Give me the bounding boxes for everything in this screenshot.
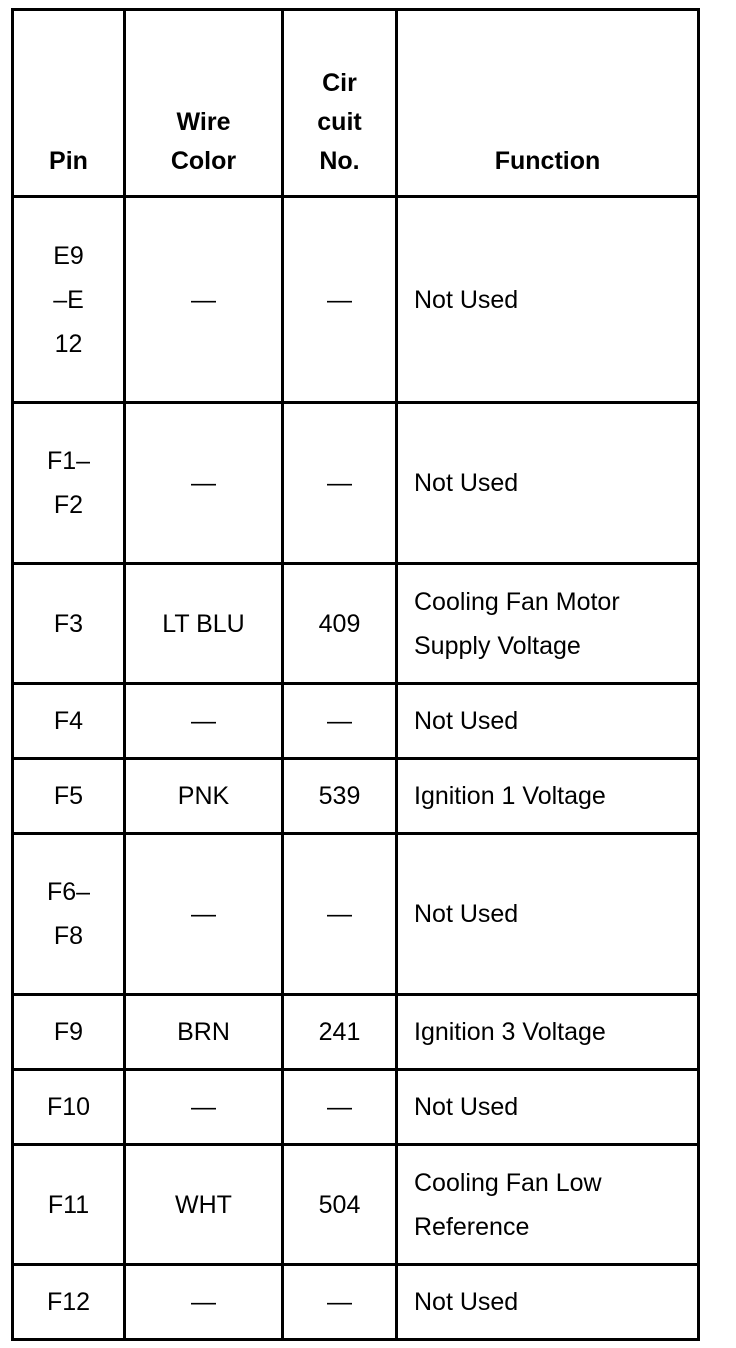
wire-color-cell: — bbox=[125, 834, 283, 995]
wire-color-cell: — bbox=[125, 403, 283, 564]
pin-cell bbox=[13, 1265, 125, 1340]
header-pin: Pin bbox=[13, 10, 125, 197]
table-row bbox=[13, 1145, 699, 1265]
circuit-number-cell: — bbox=[283, 403, 397, 564]
table-row bbox=[13, 403, 699, 564]
table-row bbox=[13, 995, 699, 1070]
table-row bbox=[13, 1070, 699, 1145]
circuit-number-cell: 539 bbox=[283, 759, 397, 834]
connector-pin-table bbox=[11, 8, 700, 1341]
function-cell: Not Used bbox=[397, 197, 699, 403]
wire-color-cell: PNK bbox=[125, 759, 283, 834]
circuit-number-cell: 241 bbox=[283, 995, 397, 1070]
pin-text: F12 bbox=[46, 1288, 91, 1316]
function-cell: Ignition 3 Voltage bbox=[397, 995, 699, 1070]
wire-color-cell: — bbox=[125, 197, 283, 403]
function-cell: Cooling Fan Motor Supply Voltage bbox=[397, 564, 699, 684]
circuit-number-cell: — bbox=[283, 834, 397, 995]
circuit-number-cell: — bbox=[283, 1265, 397, 1340]
table-row bbox=[13, 197, 699, 403]
function-cell: Not Used bbox=[397, 1070, 699, 1145]
pin-text: F9 bbox=[53, 1018, 84, 1046]
pin-text: F11 bbox=[47, 1190, 90, 1219]
table-row bbox=[13, 759, 699, 834]
pin-cell bbox=[13, 684, 125, 759]
wire-color-cell: LT BLU bbox=[125, 564, 283, 684]
wire-color-cell: — bbox=[125, 684, 283, 759]
pin-cell bbox=[13, 564, 125, 684]
function-cell: Cooling Fan Low Reference bbox=[397, 1145, 699, 1265]
header-function: Function bbox=[397, 10, 699, 197]
function-cell: Not Used bbox=[397, 1265, 699, 1340]
wire-color-cell: WHT bbox=[125, 1145, 283, 1265]
pin-text: F1– bbox=[46, 447, 91, 475]
table-row bbox=[13, 564, 699, 684]
header-circuit-no: Cir cuit No. bbox=[283, 10, 397, 197]
circuit-number-cell: — bbox=[283, 684, 397, 759]
function-cell: Not Used bbox=[397, 403, 699, 564]
pin-text: F2 bbox=[53, 491, 84, 519]
pin-text: –E bbox=[53, 285, 84, 314]
pin-text: F5 bbox=[53, 782, 84, 810]
wire-color-cell: — bbox=[125, 1265, 283, 1340]
header-row bbox=[13, 10, 699, 197]
pin-cell bbox=[13, 834, 125, 995]
circuit-number-cell: 504 bbox=[283, 1145, 397, 1265]
pin-cell bbox=[13, 1145, 125, 1265]
pin-cell bbox=[13, 759, 125, 834]
circuit-number-cell: — bbox=[283, 197, 397, 403]
table-row bbox=[13, 834, 699, 995]
pin-text: F8 bbox=[53, 922, 84, 950]
pin-text: F10 bbox=[46, 1093, 91, 1121]
function-cell: Not Used bbox=[397, 834, 699, 995]
table-row bbox=[13, 684, 699, 759]
table-row bbox=[13, 1265, 699, 1340]
pin-text: 12 bbox=[54, 329, 83, 358]
pin-text: E9 bbox=[53, 241, 84, 270]
pin-cell bbox=[13, 995, 125, 1070]
wire-color-cell: BRN bbox=[125, 995, 283, 1070]
function-cell: Not Used bbox=[397, 684, 699, 759]
pin-text: F3 bbox=[53, 609, 84, 638]
pin-cell bbox=[13, 403, 125, 564]
pin-text: F4 bbox=[53, 707, 84, 735]
wire-color-cell: — bbox=[125, 1070, 283, 1145]
circuit-number-cell: — bbox=[283, 1070, 397, 1145]
pin-cell bbox=[13, 197, 125, 403]
pin-text: F6– bbox=[46, 878, 91, 906]
function-cell: Ignition 1 Voltage bbox=[397, 759, 699, 834]
header-wire-color: Wire Color bbox=[125, 10, 283, 197]
pin-cell bbox=[13, 1070, 125, 1145]
circuit-number-cell: 409 bbox=[283, 564, 397, 684]
table-body bbox=[13, 197, 699, 1340]
